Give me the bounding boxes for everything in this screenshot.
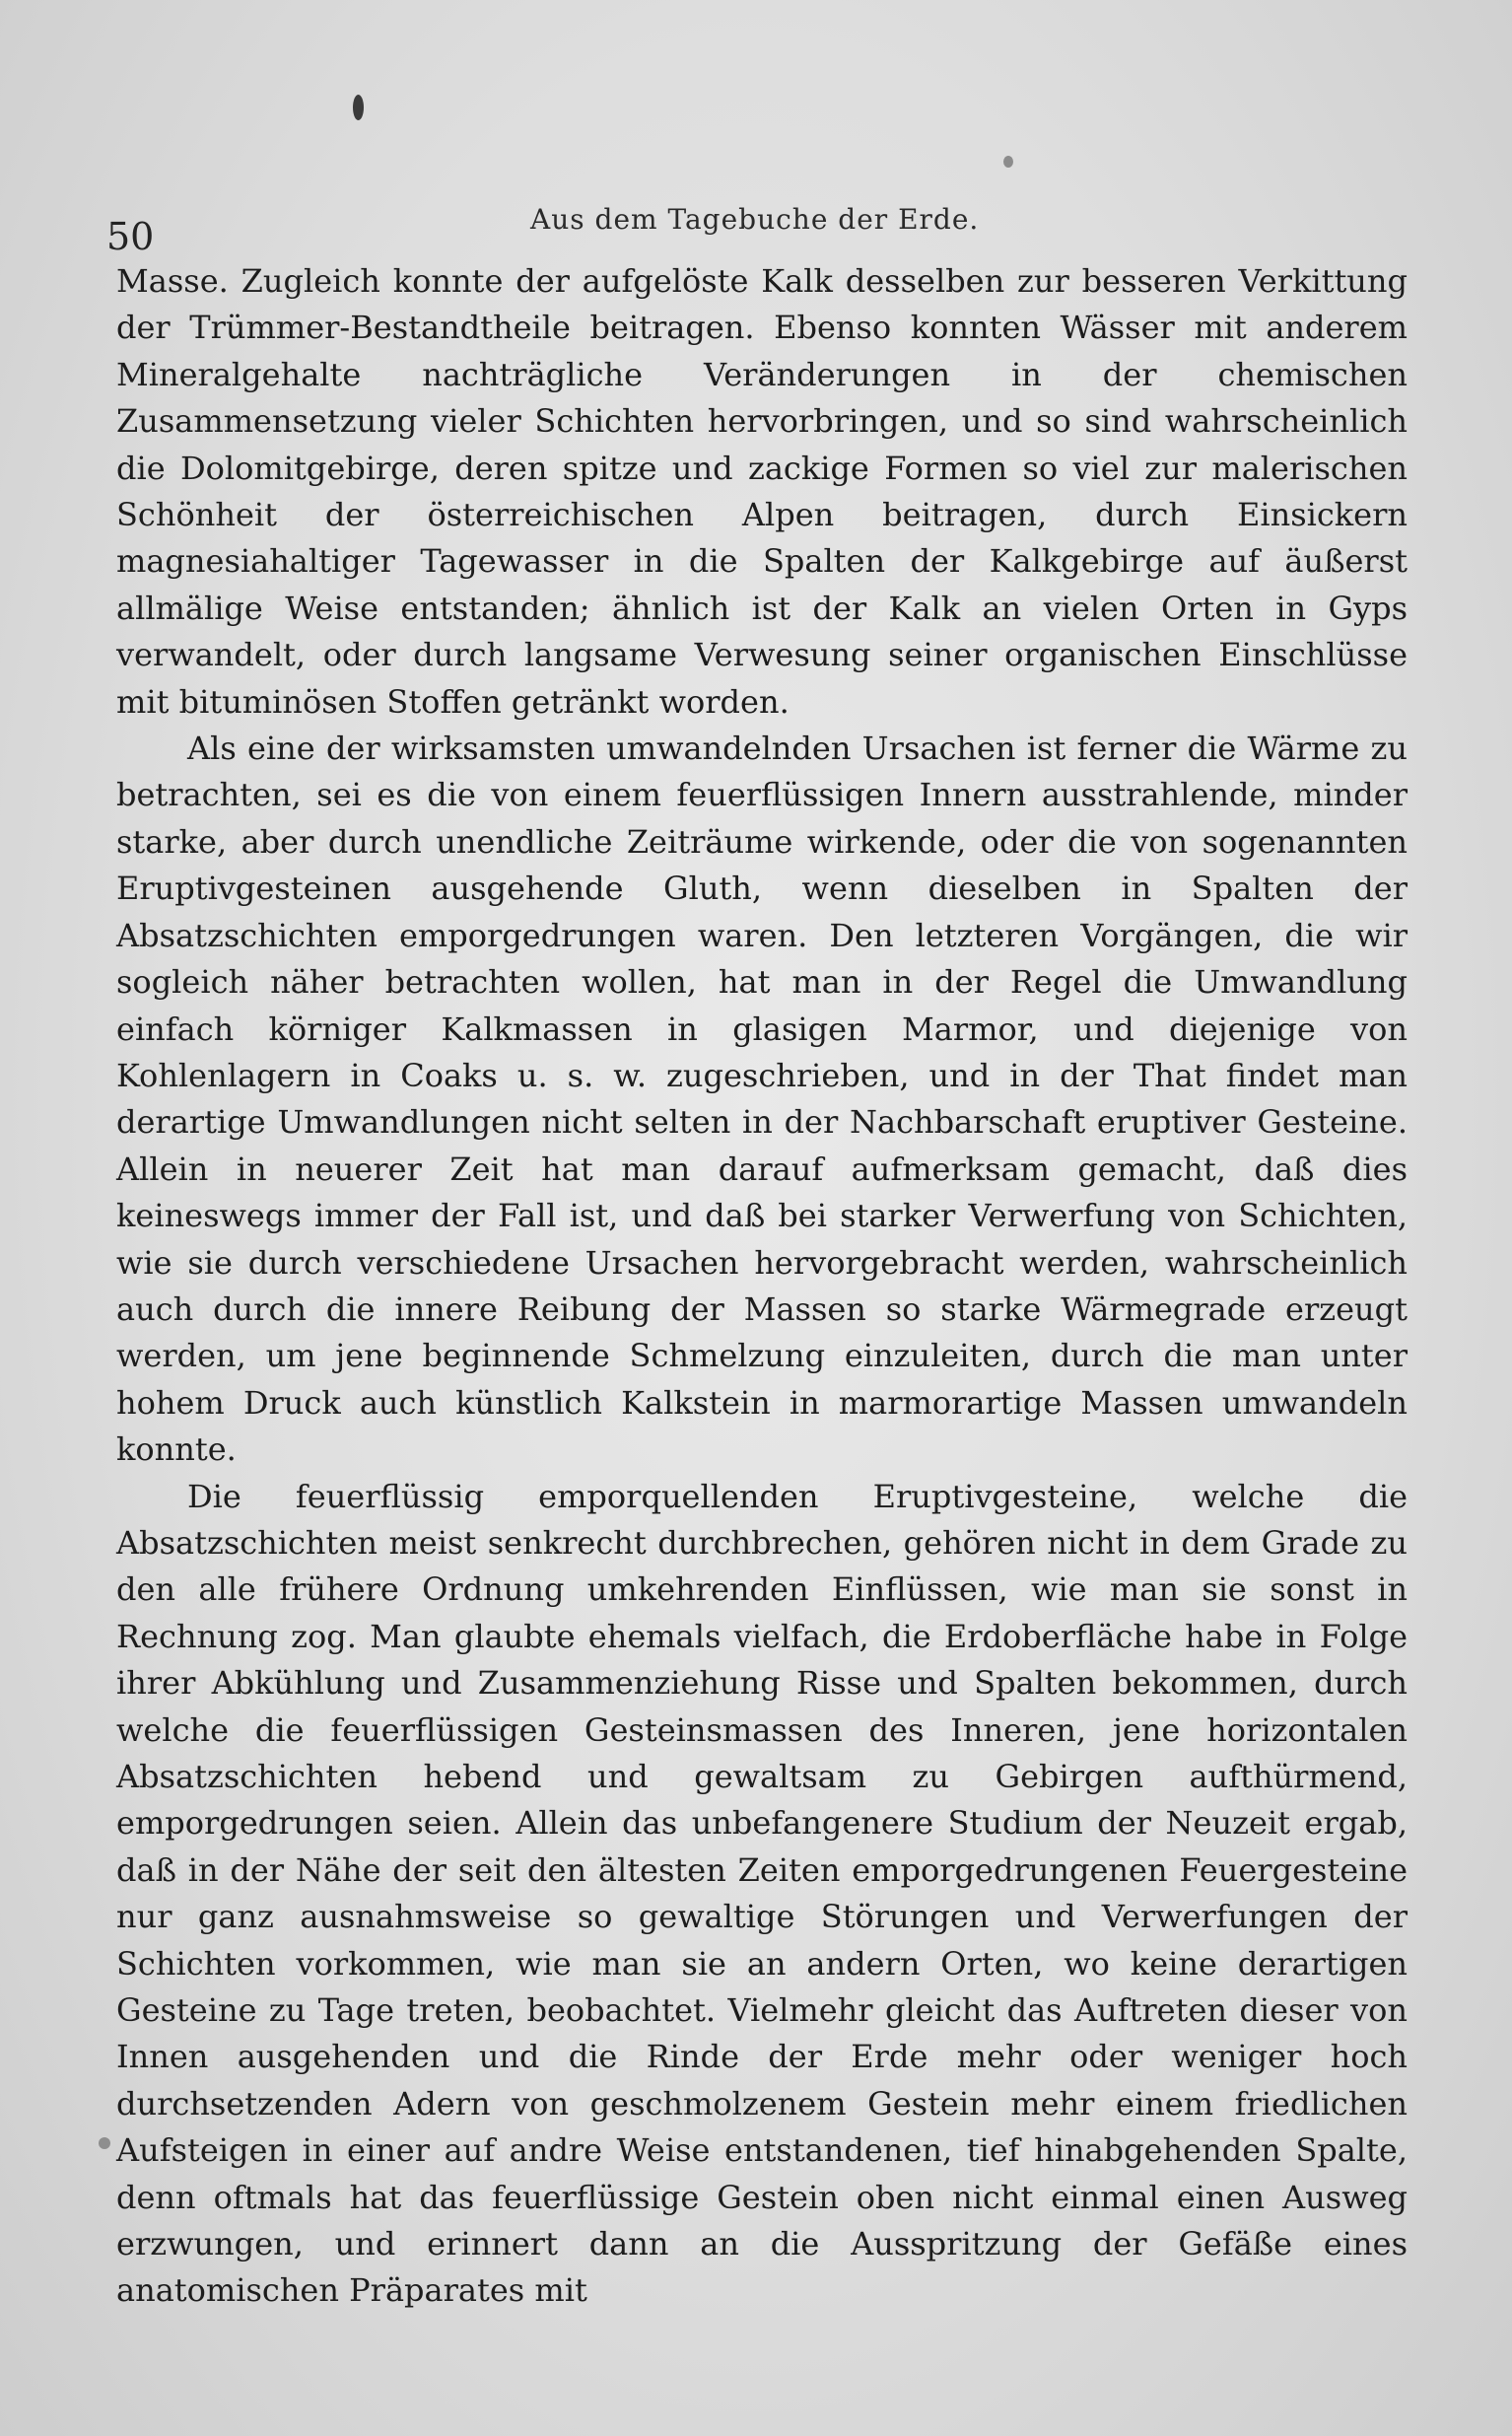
paragraph: Masse. Zugleich konnte der aufgelöste Kalk desselben zur besseren Verkittung der Trümmer-Bestandtheile beitragen. Ebenso konnten Wässer mit anderem Mineralgehalte nachträgliche Veränderungen in der chemischen Zusammensetzung vieler Schichten hervorbringen, und so sind wahrscheinlich die Dolomitgebirge, deren spitze und zackige Formen so viel zur malerischen Schönheit der österreichischen Alpen beitragen, durch Einsickern magnesiahaltiger Tagewasser in die Spalten der Kalkgebirge auf äußerst allmälige Weise entstanden; ähnlich ist der Kalk an vielen Orten in Gyps verwandelt, oder durch langsame Verwesung seiner organischen Einschlüsse mit bituminösen Stoffen getränkt worden. <box>116 262 1408 721</box>
paragraph: Die feuerflüssig emporquellenden Eruptivgesteine, welche die Absatzschichten meist senkrecht durchbrechen, gehören nicht in dem Grade zu den alle frühere Ordnung umkehrenden Einflüssen, wie man sie sonst in Rechnung zog. Man glaubte ehemals vielfach, die Erdoberfläche habe in Folge ihrer Abkühlung und Zusammenziehung Risse und Spalten bekommen, durch welche die feuerflüssigen Gesteinsmassen des Inneren, jene horizontalen Absatzschichten hebend und gewaltsam zu Gebirgen aufthürmend, emporgedrungen seien. Allein das unbefangenere Studium der Neuzeit ergab, daß in der Nähe der seit den ältesten Zeiten emporgedrungenen Feuergesteine nur ganz ausnahmsweise so gewaltige Störungen und Verwerfungen der Schichten vorkommen, wie man sie an andern Orten, wo keine derartigen Gesteine zu Tage treten, beobachtet. Vielmehr gleicht das Auftreten dieser von Innen ausgehenden und die Rinde der Erde mehr oder weniger hoch durchsetzenden Adern von geschmolzenem Gestein mehr einem friedlichen Aufsteigen in einer auf andre Weise entstandenen, tief hinabgehenden Spalte, denn oftmals hat das feuerflüssige Gestein oben nicht einmal einen Ausweg erzwungen, und erinnert dann an die Ausspritzung der Gefäße eines anatomischen Präparates mit <box>116 1477 1408 2310</box>
ink-speck <box>99 2137 110 2149</box>
page-number: 50 <box>106 215 155 258</box>
page-header <box>106 197 1408 258</box>
ink-speck <box>1003 156 1013 168</box>
body-text <box>116 258 1408 2315</box>
paragraph: Als eine der wirksamsten umwandelnden Ursachen ist ferner die Wärme zu betrachten, sei es die von einem feuerflüssigen Innern ausstrahlende, minder starke, aber durch unendliche Zeiträume wirkende, oder die von sogenannten Eruptivgesteinen ausgehende Gluth, wenn dieselben in Spalten der Absatzschichten emporgedrungen waren. Den letzteren Vorgängen, die wir sogleich näher betrachten wollen, hat man in der Regel die Umwandlung einfach körniger Kalkmassen in glasigen Marmor, und diejenige von Kohlenlagern in Coaks u. s. w. zugeschrieben, und in der That findet man derartige Umwandlungen nicht selten in der Nachbarschaft eruptiver Gesteine. Allein in neuerer Zeit hat man darauf aufmerksam gemacht, daß dies keineswegs immer der Fall ist, und daß bei starker Verwerfung von Schichten, wie sie durch verschiedene Ursachen hervorgebracht werden, wahrscheinlich auch durch die innere Reibung der Massen so starke Wärmegrade erzeugt werden, um jene beginnende Schmelzung einzuleiten, durch die man unter hohem Druck auch künstlich Kalkstein in marmorartige Massen umwandeln konnte. <box>116 730 1408 1469</box>
running-title: Aus dem Tagebuche der Erde. <box>530 203 980 236</box>
ink-speck <box>353 95 364 120</box>
